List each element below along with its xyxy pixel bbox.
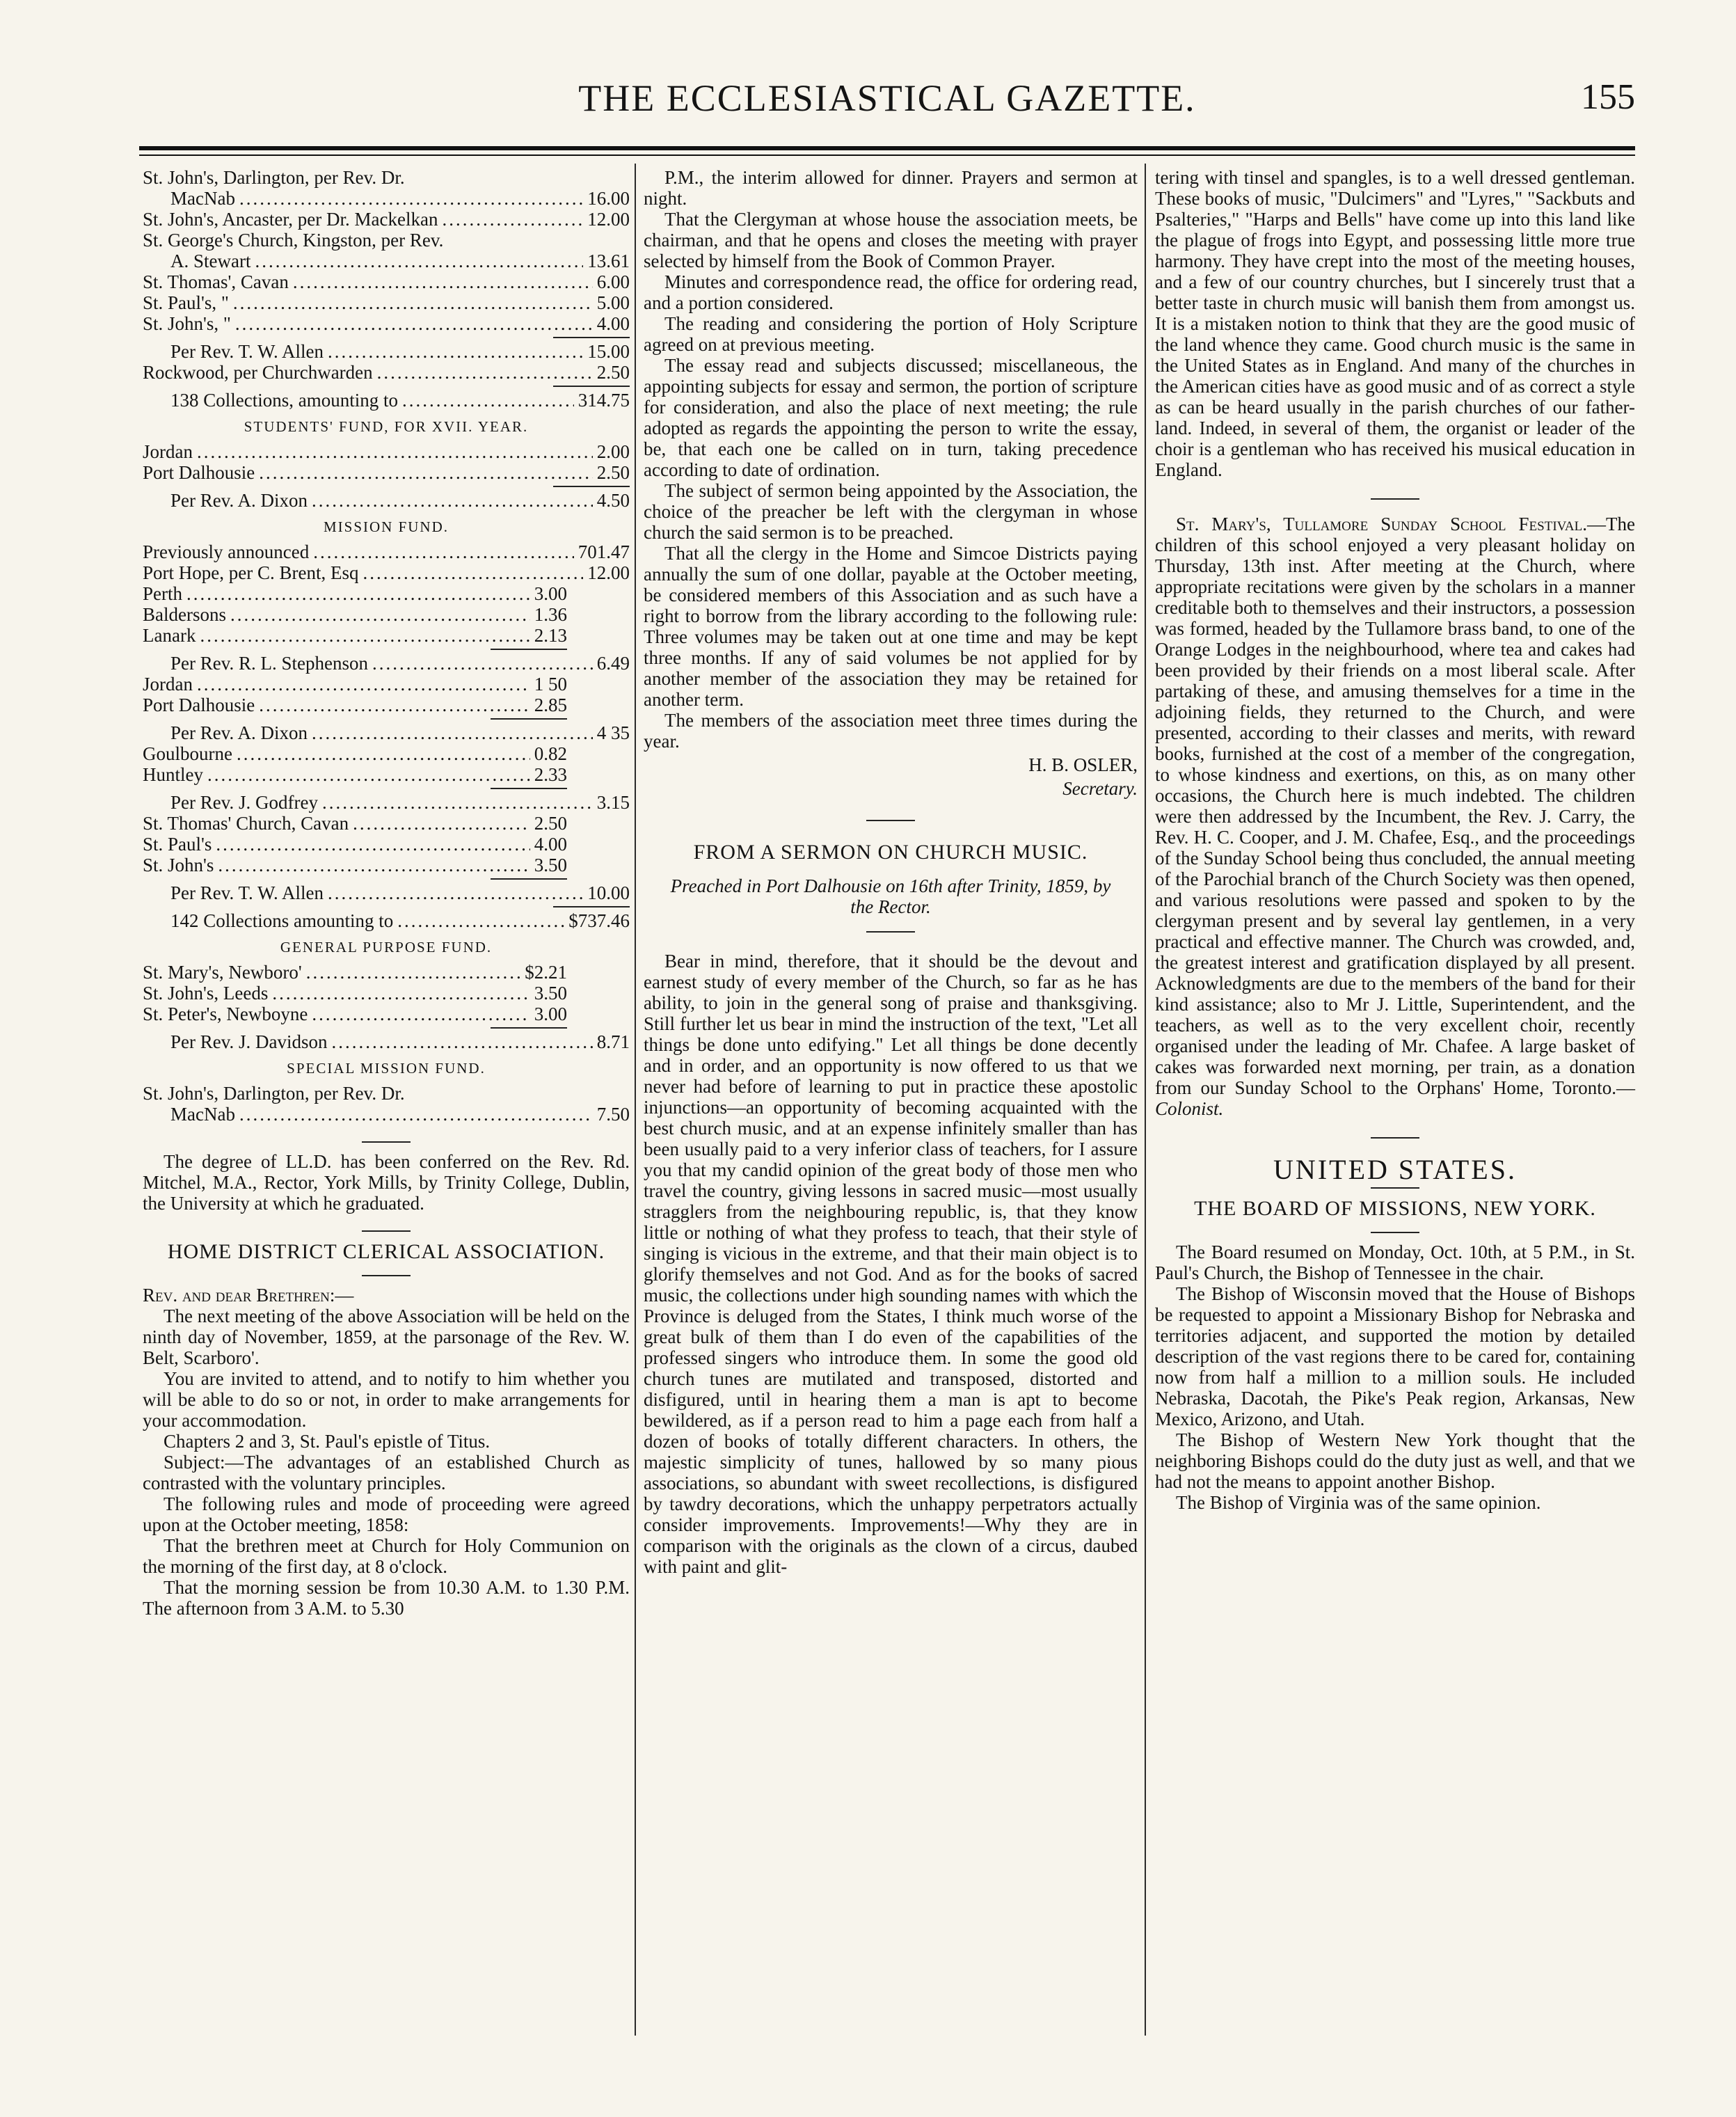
tullamore-body: —The children of this school enjoyed a very pleasant holiday on Thursday, 13th inst. After meeting at the Church, where appropriate recitations were given by the scholars in a manner creditable both to themselves and their instructors, a possession was formed, headed by the Tullamore brass band, to one of the Orange Lodges in the neighbourhood, where tea and cakes had been provided by their friends on a most liberal scale. After partaking of these, and amusing themselves for a time in the adjoining fields, they returned to the Church, and were presented, according to their classes and merits, with reward books, furnished at the cost of a member of the congregation, to whose kindness and exertions, on this, as on many other occasions, the Church here is much indebted. The children were then addressed by the Incumbent, the Rev. J. Carry, the Rev. H. C. Cooper, and J. M. Chafee, Esq., and the proceedings of the Sunday School being thus concluded, the annual meeting of the Parochial branch of the Church Society was then opened, and various resolutions were passed and spoken to by the clergyman present and by several lay gentlemen, in a very practical and effective manner. The Church was crowded, and, the greatest interest and gratification displayed by all present. Acknowledgments are due to the members of the band for their kind assistance; also to Mr J. Little, Superintendent, and the teachers, as well as to the very excellent choir, recently organised under the leading of Mr. Chafee. A large basket of cakes was forwarded next morning, per train, as a donation from our Sunday School to the Orphans' Home, Toronto.— [1155, 514, 1635, 1098]
tullamore-paragraph [1155, 514, 1635, 1119]
donation-row: Perth ..... 3.00 [143, 583, 567, 604]
paragraph: The essay read and subjects discussed; miscellaneous, the appointing subjects for essay and sermon, the portion of scripture for consideration, and also the place of next meeting; the rule adopted as regards the appointing the person to write the essay, be, that each one be called on in turn, taking precedence according to date of ordination. [644, 355, 1138, 480]
donation-list [143, 813, 630, 875]
donation-row: MacNab ..... 7.50 [143, 1104, 630, 1125]
signature-title: Secretary. [1062, 778, 1138, 799]
sum-rule [553, 486, 630, 487]
page-number: 155 [1581, 77, 1635, 117]
donation-row: St. John's, Darlington, per Rev. Dr. [143, 167, 405, 188]
paragraph: That the brethren meet at Church for Holy Communion on the morning of the first day, at 8 o'clock. [143, 1535, 630, 1577]
donation-row: MacNab ..... 16.00 [143, 188, 630, 209]
sum-rule [553, 386, 630, 387]
column-divider [1145, 164, 1146, 2036]
donation-row: Goulbourne ..... 0.82 [143, 743, 567, 764]
donation-row: Jordan ..... 1 50 [143, 674, 567, 695]
donation-row: Lanark ..... 2.13 [143, 625, 567, 646]
page-header [139, 77, 1635, 132]
fund-heading: MISSION FUND. [323, 518, 449, 535]
sum-rule [553, 337, 630, 338]
donation-subtotal: Per Rev. R. L. Stephenson ..... 6.49 [143, 653, 630, 674]
tullamore-heading: St. Mary's, Tullamore Sunday School Festival. [1176, 514, 1588, 534]
newspaper-title: THE ECCLESIASTICAL GAZETTE. [578, 77, 1196, 119]
section-rule [362, 1230, 411, 1232]
donation-list [143, 962, 630, 1024]
donation-row: A. Stewart ..... 13.61 [143, 251, 630, 271]
paragraph: The next meeting of the above Association will be held on the ninth day of November, 1859, at the parsonage of the Rev. W. Belt, Scarboro'. [143, 1306, 630, 1368]
association-notice [143, 1306, 630, 1619]
board-heading: THE BOARD OF MISSIONS, NEW YORK. [1194, 1197, 1596, 1220]
donation-row: Rockwood, per Churchwarden ..... 2.50 [143, 362, 630, 383]
donation-row: Jordan ..... 2.00 [143, 441, 630, 462]
donation-subtotal: Per Rev. T. W. Allen ..... 15.00 [143, 341, 630, 362]
donation-row: St. Thomas', Cavan ..... 6.00 [143, 271, 630, 292]
donation-row: St. George's Church, Kingston, per Rev. [143, 230, 444, 251]
paragraph: The Bishop of Virginia was of the same opinion. [1176, 1492, 1541, 1513]
paragraph: That the Clergyman at whose house the association meets, be chairman, and that he opens and closes the meeting with prayer selected by himself from the Book of Common Prayer. [644, 209, 1138, 271]
paragraph: Subject:—The advantages of an established Church as contrasted with the voluntary principles. [143, 1452, 630, 1493]
paragraph: The reading and considering the portion of Holy Scripture agreed on at previous meeting. [644, 313, 1138, 355]
donation-list [143, 441, 630, 483]
paragraph: The Bishop of Western New York thought that the neighboring Bishops could do the duty just as well, and that we had not the means to appoint another Bishop. [1155, 1429, 1635, 1492]
header-rule-thin [139, 154, 1635, 156]
paragraph: That the morning session be from 10.30 A.M. to 1.30 P.M. The afternoon from 3 A.M. to 5.30 [143, 1577, 630, 1619]
donation-subtotal: Per Rev. T. W. Allen ..... 10.00 [143, 882, 630, 903]
column-2 [644, 167, 1138, 1577]
column-divider [635, 164, 636, 2036]
donation-row: St. John's, " ..... 4.00 [143, 313, 630, 334]
donation-row: St. John's ..... 3.50 [143, 855, 567, 875]
donation-list [143, 167, 630, 334]
paragraph: Bear in mind, therefore, that it should be the devout and earnest study of every member of the Church, so far as he has ability, to join in the general song of praise and thanksgiving. Still further let us bear in mind the instruction of the text, "Let all things be done unto edifying." Let all things be done decently and in order, and an opportunity is now offered to us that we never had before of learning to put in practice these apostolic injunctions—an opportunity of becoming acquainted with the best church music, and at an expense infinitely smaller than has been usually paid to a very inferior class of teachers, for I assure you that my candid opinion of the great body of those men who travel the country, giving lessons in sacred music—most usually stragglers from the neighbouring republic, is, that they know little or nothing of what they profess to teach, that their style of singing is vicious in the extreme, and that their main object is to glorify themselves and not God. And as for the books of sacred music, the collections under high sounding names with which the Province is deluged from the States, I think much worse of the great bulk of them than I do even of the capabilities of the professed singers who introduce them. In some the good old church tunes are mutilated and transposed, distorted and disfigured, until in hearing them a man is apt to become bewildered, as if a person read to him a page each from half a dozen of books of totally different characters. In others, the majestic simplicity of tunes, hallowed by so many pious associations, so abundant with sweet recollections, is disfigured by tawdry decorations, which the unhappy perpetrators actually consider improvements. Improvements!—Why they are in comparison with the originals as the clown of a circus, daubed with paint and glit- [644, 951, 1138, 1577]
donation-row: Port Hope, per C. Brent, Esq ..... 12.00 [143, 562, 630, 583]
music-paragraph: tering with tinsel and spangles, is to a well dressed gentleman. These books of music, "Dulcimers" and "Lyres," "Sackbuts and Psalteries," "Harps and Bells" have come up into this land like the plague of frogs into Egypt, and possessing little more true harmony. They have crept into the most of the meeting houses, and a few of our country churches, but I sincerely trust that a better taste in church music will banish them from amongst us. It is a mistaken notion to think that they are the good music of the land whence they came. Good church music is the same in the United States as in England. And many of the churches in the American cities have as good music and of as correct a style as can be heard usually in the parish churches of our father-land. Indeed, in several of them, the organist or leader of the choir is a gentleman who has received his musical education in England. [1155, 167, 1635, 480]
donation-subtotal: Per Rev. J. Godfrey ..... 3.15 [143, 792, 630, 813]
donation-row: Port Dalhousie ..... 2.50 [143, 462, 630, 483]
section-rule [1371, 1187, 1419, 1189]
fund-heading: SPECIAL MISSION FUND. [287, 1060, 486, 1077]
source-credit: Colonist. [1155, 1098, 1224, 1119]
donation-subtotal: Per Rev. A. Dixon ..... 4.50 [143, 490, 630, 511]
paragraph: P.M., the interim allowed for dinner. Prayers and sermon at night. [644, 167, 1138, 209]
sermon-heading: FROM A SERMON ON CHURCH MUSIC. [693, 841, 1088, 864]
association-rules [644, 167, 1138, 752]
donation-list [143, 743, 630, 785]
signature: H. B. OSLER, [1028, 754, 1138, 775]
donation-subtotal: Per Rev. A. Dixon ..... 4 35 [143, 722, 630, 743]
section-rule [866, 931, 915, 933]
board-minutes [1155, 1242, 1635, 1513]
fund-heading: GENERAL PURPOSE FUND. [280, 939, 493, 956]
paragraph: The members of the association meet three times during the year. [644, 710, 1138, 752]
sum-rule [491, 649, 567, 650]
sum-rule [491, 788, 567, 789]
paragraph: You are invited to attend, and to notify to him whether you will be able to do so or not, in order to make arrangements for your accommodation. [143, 1368, 630, 1431]
column-3 [1155, 167, 1635, 1513]
paragraph: Minutes and correspondence read, the office for ordering read, and a portion considered. [644, 271, 1138, 313]
donation-row: St. Peter's, Newboyne ..... 3.00 [143, 1004, 567, 1024]
paragraph: The Board resumed on Monday, Oct. 10th, at 5 P.M., in St. Paul's Church, the Bishop of Tennessee in the chair. [1155, 1242, 1635, 1283]
association-heading: HOME DISTRICT CLERICAL ASSOCIATION. [167, 1240, 605, 1263]
paragraph: That all the clergy in the Home and Simcoe Districts paying annually the sum of one dollar, payable at the October meeting, be considered members of this Association and as such have a right to borrow from the library according to the following rule: Three volumes may be taken out at one time and may be kept three months. If any of said volumes be not applied for by another member of the association they may be retained for another term. [644, 543, 1138, 710]
donation-subtotal: Per Rev. J. Davidson ..... 8.71 [143, 1031, 630, 1052]
section-rule [866, 820, 915, 821]
salutation: Rev. and dear Brethren:— [143, 1285, 354, 1306]
donation-row: Port Dalhousie ..... 2.85 [143, 695, 567, 715]
section-rule [1371, 1232, 1419, 1233]
donation-row: St. Paul's, " ..... 5.00 [143, 292, 630, 313]
paragraph: The following rules and mode of proceeding were agreed upon at the October meeting, 1858: [143, 1493, 630, 1535]
sum-rule [491, 878, 567, 880]
sermon-subheading: Preached in Port Dalhousie on 16th after Trinity, 1859, by the Rector. [670, 875, 1111, 917]
paragraph: The subject of sermon being appointed by the Association, the choice of the preacher be left with the clergyman in whose church the said sermon is to be preached. [644, 480, 1138, 543]
donation-row: St. Mary's, Newboro' ..... $2.21 [143, 962, 567, 983]
donation-row: St. John's, Darlington, per Rev. Dr. [143, 1083, 405, 1104]
donation-row: St. John's, Leeds ..... 3.50 [143, 983, 567, 1004]
section-rule [362, 1141, 411, 1143]
fund-heading: STUDENTS' FUND, FOR XVII. YEAR. [244, 418, 529, 435]
paragraph: The Bishop of Wisconsin moved that the House of Bishops be requested to appoint a Missionary Bishop for Nebraska and territories adjacent, and supported the motion by detailed description of the vast regions there to be cared for, containing now from half a million to a million souls. He included Nebraska, Dacotah, the Pike's Peak region, Arkansas, New Mexico, Arizono, and Utah. [1155, 1283, 1635, 1429]
paragraph: Chapters 2 and 3, St. Paul's epistle of Titus. [164, 1431, 491, 1452]
section-rule [1371, 1137, 1419, 1139]
donation-row: St. Thomas' Church, Cavan ..... 2.50 [143, 813, 567, 834]
section-rule [1371, 498, 1419, 500]
donation-list [143, 583, 630, 646]
donation-row: Previously announced ..... 701.47 [143, 541, 630, 562]
sum-rule [553, 906, 630, 907]
sum-rule [491, 1027, 567, 1029]
collections-total: 138 Collections, amounting to ..... 314.75 [143, 390, 630, 411]
united-states-heading: UNITED STATES. [1273, 1154, 1517, 1185]
donation-row: Baldersons ..... 1.36 [143, 604, 567, 625]
sum-rule [491, 718, 567, 720]
donation-list [143, 674, 630, 715]
lld-paragraph: The degree of LL.D. has been conferred on the Rev. Rd. Mitchel, M.A., Rector, York Mills, by Trinity College, Dublin, the University at which he graduated. [143, 1151, 630, 1214]
collections-total: 142 Collections amounting to ..... $737.46 [143, 910, 630, 931]
donation-row: St. John's, Ancaster, per Dr. Mackelkan ..... 12.00 [143, 209, 630, 230]
donation-row: Huntley ..... 2.33 [143, 764, 567, 785]
section-rule [362, 1275, 411, 1276]
sermon-text [644, 951, 1138, 1577]
header-rule [139, 146, 1635, 150]
column-1 [143, 167, 630, 1619]
donation-row: St. Paul's ..... 4.00 [143, 834, 567, 855]
